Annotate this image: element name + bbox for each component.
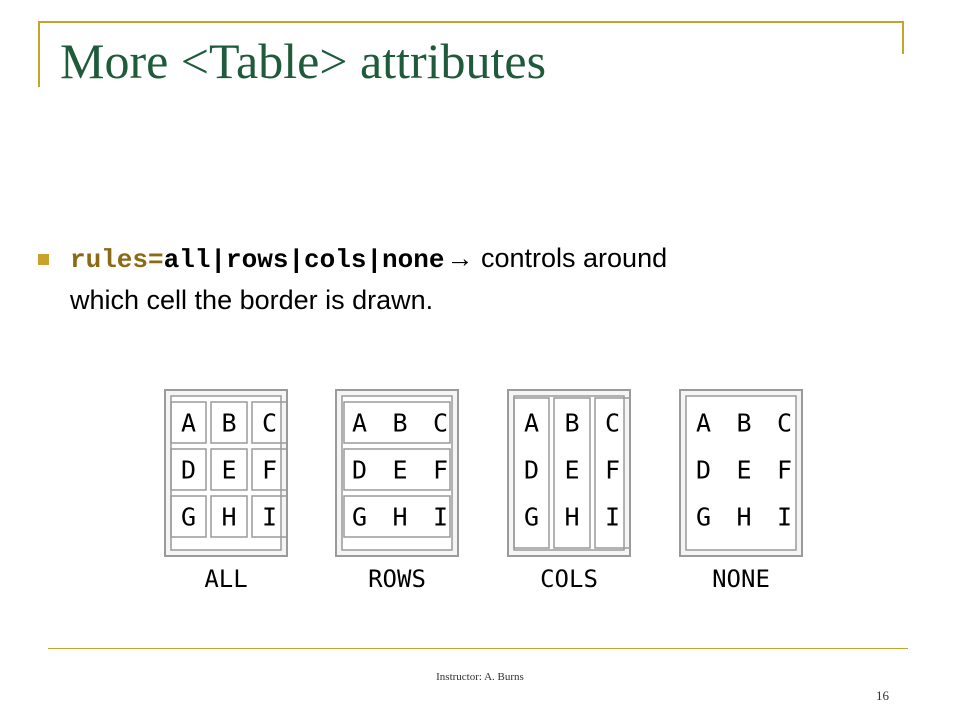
cell-letter-rows-d: D: [351, 455, 368, 485]
cell-letter-none-g: G: [695, 502, 712, 532]
cell-letter-all-a: A: [180, 408, 197, 438]
cell-letter-rows-b: B: [392, 408, 408, 438]
cell-letter-cols-d: D: [523, 455, 540, 485]
cell-letter-rows-a: A: [351, 408, 368, 438]
cell-letter-cols-e: E: [564, 455, 580, 485]
table-caption-none: NONE: [712, 565, 770, 593]
cell-letter-rows-i: I: [432, 502, 449, 532]
cell-letter-cols-b: B: [564, 408, 580, 438]
table-caption-cols: COLS: [540, 565, 598, 593]
cell-letter-cols-h: H: [564, 502, 580, 532]
cell-letter-none-h: H: [736, 502, 752, 532]
code-attribute: rules=: [70, 245, 164, 275]
cell-letter-all-d: D: [180, 455, 197, 485]
arrow-icon: →: [446, 243, 474, 273]
footer-instructor: Instructor: A. Burns: [436, 671, 524, 683]
cell-letter-rows-h: H: [392, 502, 408, 532]
cell-letter-all-b: B: [221, 408, 237, 438]
code-values: all|rows|cols|none: [163, 245, 445, 275]
cell-letter-none-e: E: [736, 455, 752, 485]
cell-letter-none-b: B: [736, 408, 752, 438]
table-caption-all: ALL: [204, 565, 248, 593]
cell-letter-all-i: I: [261, 502, 278, 532]
cell-letter-all-e: E: [221, 455, 237, 485]
cell-letter-cols-f: F: [604, 455, 621, 485]
cell-letter-cols-g: G: [523, 502, 540, 532]
cell-letter-rows-c: C: [432, 408, 449, 438]
cell-letter-cols-i: I: [604, 502, 621, 532]
bullet-text-line2: which cell the border is drawn.: [70, 285, 434, 315]
cell-letter-none-a: A: [695, 408, 712, 438]
cell-letter-none-f: F: [776, 455, 793, 485]
cell-letter-all-h: H: [221, 502, 237, 532]
cell-letter-cols-a: A: [523, 408, 540, 438]
cell-letter-rows-e: E: [392, 455, 408, 485]
cell-letter-rows-f: F: [432, 455, 449, 485]
table-caption-rows: ROWS: [368, 565, 426, 593]
footer-rule: [48, 648, 908, 649]
cell-letter-rows-g: G: [351, 502, 368, 532]
cell-letter-none-c: C: [776, 408, 793, 438]
slide-title: More <Table> attributes: [60, 33, 547, 89]
cell-letter-all-f: F: [261, 455, 278, 485]
cell-letter-none-d: D: [695, 455, 712, 485]
cell-letter-all-g: G: [180, 502, 197, 532]
cell-letter-all-c: C: [261, 408, 278, 438]
cell-letter-cols-c: C: [604, 408, 621, 438]
bullet-text-line1: controls around: [473, 243, 668, 273]
page-number: 16: [876, 688, 889, 703]
cell-letter-none-i: I: [776, 502, 793, 532]
